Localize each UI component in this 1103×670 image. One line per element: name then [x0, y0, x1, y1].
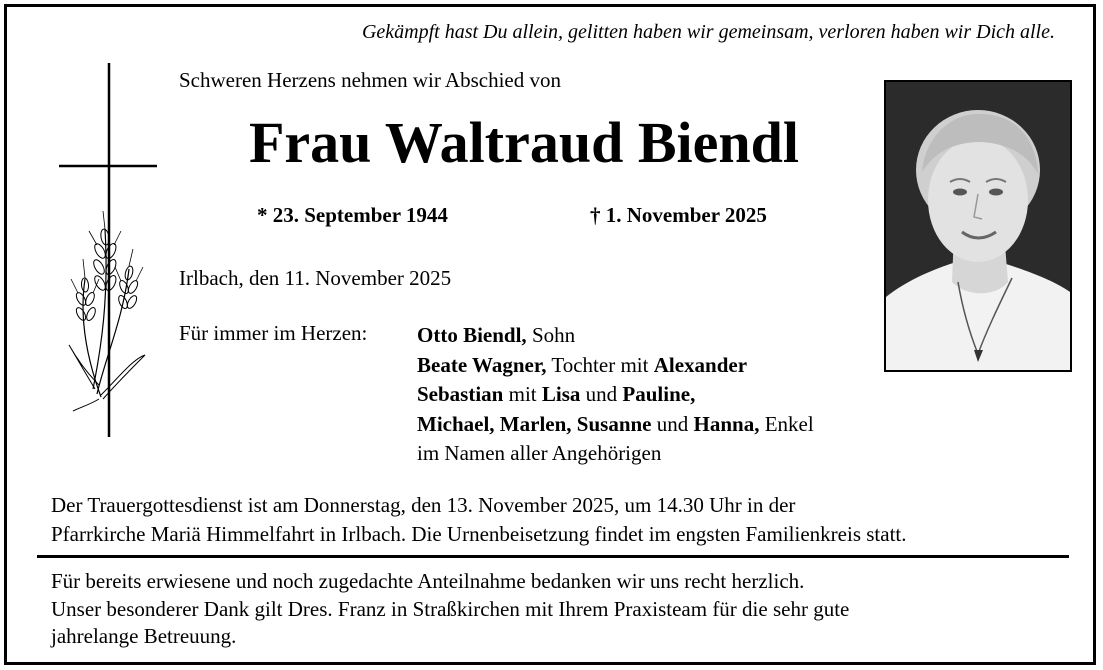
mourner-name: Otto Biendl, [417, 323, 527, 347]
mourner-relation: Sohn [526, 323, 576, 347]
place-and-date: Irlbach, den 11. November 2025 [179, 266, 452, 290]
mourner-line [417, 410, 814, 440]
portrait-photo [884, 80, 1072, 372]
mourner-connector: und [651, 411, 694, 436]
mourner-connector: mit [503, 382, 542, 406]
motto: Gekämpft hast Du allein, gelitten haben wir gemeinsam, verloren haben wir Dich alle. [361, 21, 1055, 43]
forever-label: Für immer im Herzen: [179, 321, 368, 345]
mourner-name: Alexander [653, 352, 748, 377]
mourner-name: Sebastian [417, 382, 504, 406]
thanks-note [51, 568, 1081, 651]
mourner-relation: Enkel [759, 411, 814, 436]
birth-date: * 23. September 1944 [257, 203, 448, 227]
mourner-line [417, 380, 814, 410]
divider [37, 555, 1069, 558]
obituary-card [4, 4, 1096, 665]
service-line: Pfarrkirche Mariä Himmelfahrt in Irlbach. Die Urnenbeisetzung findet im engsten Familienkreis statt. [51, 522, 907, 546]
mourner-name: Hanna, [693, 411, 760, 436]
mourner-name: Beate Wagner, [417, 352, 547, 377]
thanks-line: Für bereits erwiesene und noch zugedachte Anteilnahme bedanken wir uns recht herzlich. [51, 569, 805, 593]
mourner-line: im Namen aller Angehörigen [417, 441, 662, 465]
cross-with-wheat-icon [53, 59, 165, 439]
mourner-line [417, 321, 814, 351]
mourner-connector: und [580, 382, 623, 406]
thanks-line: Unser besonderer Dank gilt Dres. Franz in Straßkirchen mit Ihrem Praxisteam für die sehr gute [51, 596, 850, 621]
mourner-line [417, 351, 814, 381]
mourner-name: Lisa [541, 382, 581, 406]
service-line: Der Trauergottesdienst ist am Donnerstag, den 13. November 2025, um 14.30 Uhr in der [51, 493, 796, 517]
deceased-name: Frau Waltraud Biendl [248, 110, 800, 175]
service-info [51, 491, 1081, 549]
thanks-line: jahrelange Betreuung. [51, 624, 237, 648]
mourner-name: Pauline, [622, 382, 696, 406]
mourner-name: Michael, Marlen, Susanne [417, 411, 652, 436]
mourner-relation: Tochter mit [546, 352, 654, 377]
intro-text: Schweren Herzens nehmen wir Abschied von [179, 68, 561, 92]
mourners-list [417, 321, 814, 469]
death-date: † 1. November 2025 [590, 203, 767, 227]
